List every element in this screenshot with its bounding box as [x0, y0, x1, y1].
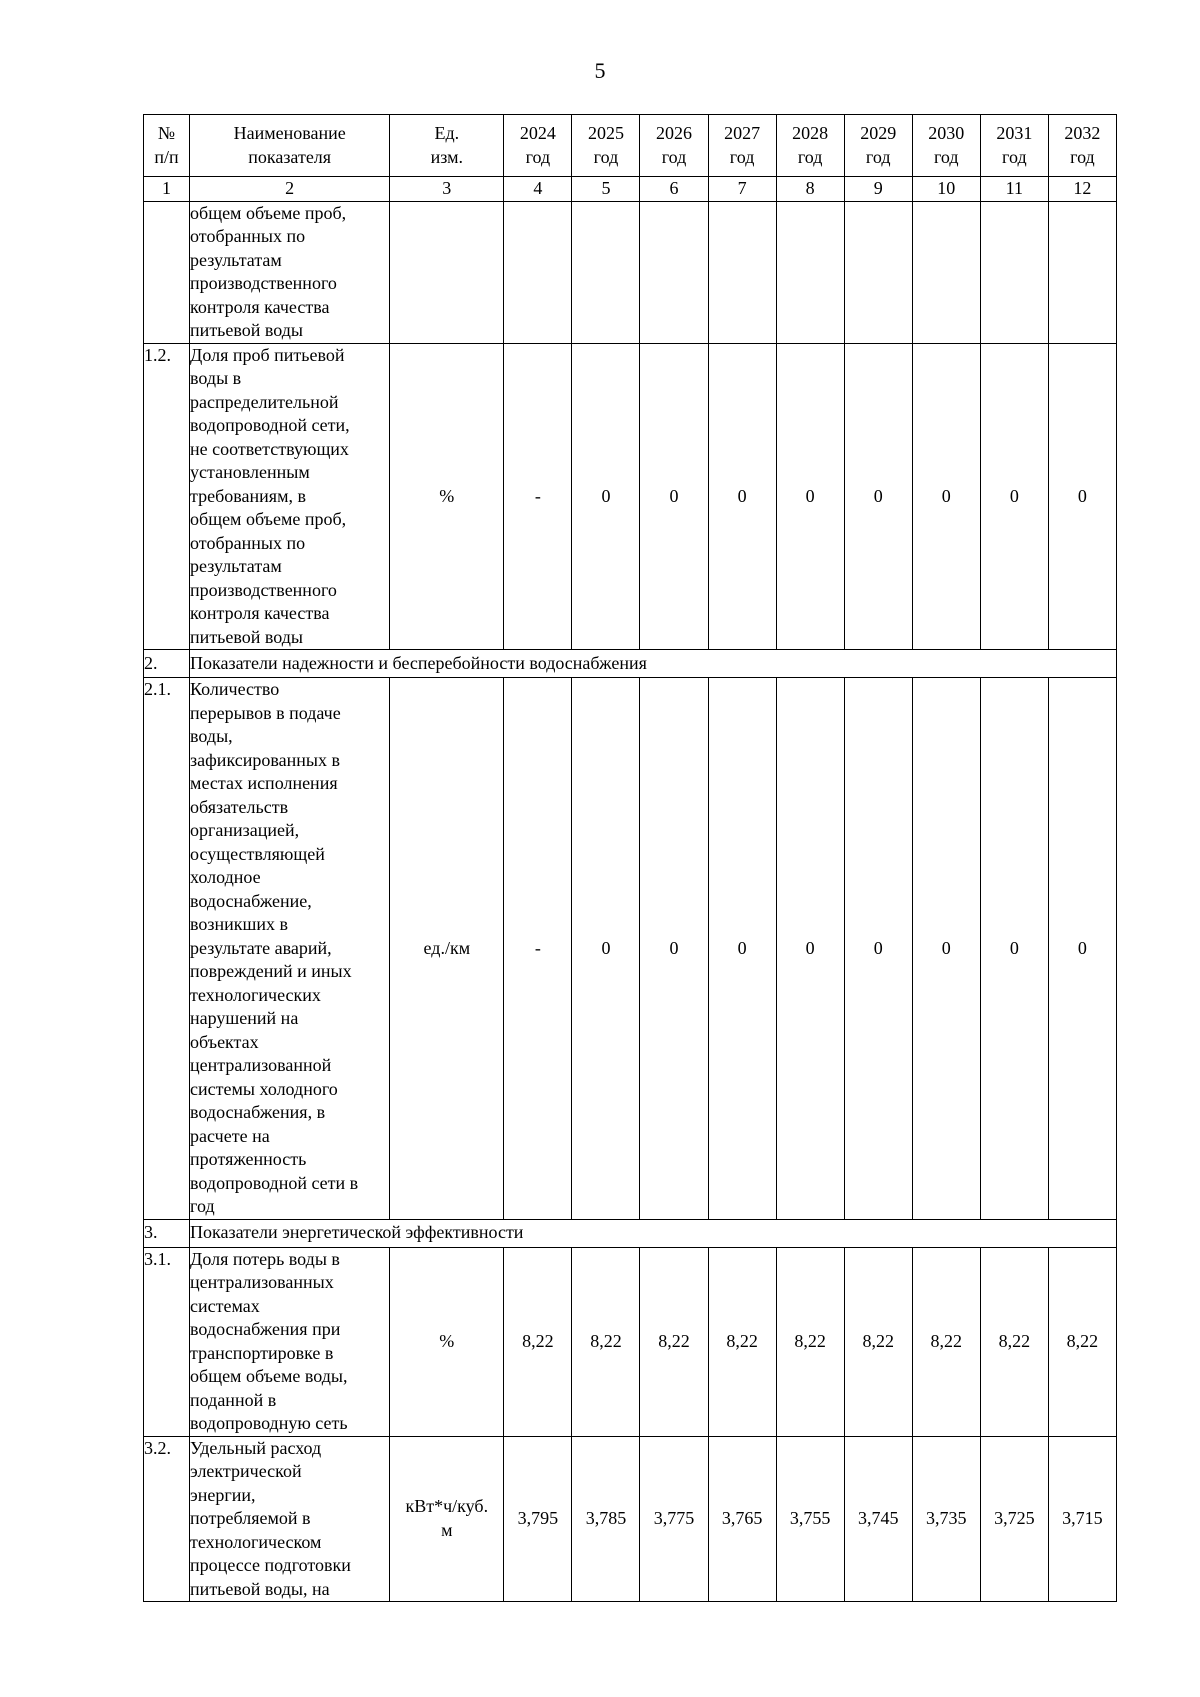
table-row-continued [144, 201, 1117, 343]
table-row [144, 678, 1117, 1220]
header-year: 2028 год [776, 115, 844, 177]
value-cell: 3,795 [504, 1436, 572, 1602]
value-cell: 3,775 [640, 1436, 708, 1602]
column-index-row [144, 177, 1117, 202]
value-cell: 8,22 [504, 1247, 572, 1436]
value-cell: 0 [708, 343, 776, 650]
header-year: 2029 год [844, 115, 912, 177]
value-cell: 0 [844, 678, 912, 1220]
value-cell: 8,22 [572, 1247, 640, 1436]
value-cell: 3,765 [708, 1436, 776, 1602]
header-year: 2030 год [912, 115, 980, 177]
header-year: 2025 год [572, 115, 640, 177]
row-number: 3.2. [144, 1436, 190, 1602]
column-index: 11 [980, 177, 1048, 202]
value-cell: 8,22 [1048, 1247, 1116, 1436]
value-cell: 0 [776, 678, 844, 1220]
unit-cell: кВт*ч/куб. м [390, 1436, 504, 1602]
value-cell: 0 [572, 678, 640, 1220]
page-number: 5 [594, 58, 606, 83]
column-index: 12 [1048, 177, 1116, 202]
header-year: 2024 год [504, 115, 572, 177]
value-cell: 3,735 [912, 1436, 980, 1602]
value-cell: 3,785 [572, 1436, 640, 1602]
table-row [144, 1436, 1117, 1602]
column-index: 3 [390, 177, 504, 202]
value-cell: 8,22 [640, 1247, 708, 1436]
indicator-name: Доля проб питьевой воды в распределительной водопроводной сети, не соответствующих установленным требованиям, в общем объеме проб, отобранных по результатам производственного контроля качества питьевой воды [190, 343, 390, 650]
value-cell: 0 [1048, 678, 1116, 1220]
unit-cell [390, 201, 504, 343]
unit-cell: ед./км [390, 678, 504, 1220]
value-cell: 0 [980, 343, 1048, 650]
value-cell [572, 201, 640, 343]
value-cell [708, 201, 776, 343]
section-number: 3. [144, 1219, 190, 1247]
table-row [144, 343, 1117, 650]
header-year: 2032 год [1048, 115, 1116, 177]
section-title: Показатели энергетической эффективности [190, 1219, 1117, 1247]
value-cell: 0 [912, 678, 980, 1220]
indicator-name: Доля потерь воды в централизованных системах водоснабжения при транспортировке в общем объеме воды, поданной в водопроводную сеть [190, 1247, 390, 1436]
value-cell: 0 [708, 678, 776, 1220]
value-cell: 3,745 [844, 1436, 912, 1602]
column-index: 9 [844, 177, 912, 202]
indicator-name: Удельный расход электрической энергии, потребляемой в технологическом процессе подготовки питьевой воды, на [190, 1436, 390, 1602]
header-year: 2027 год [708, 115, 776, 177]
section-number: 2. [144, 650, 190, 678]
header-year: 2026 год [640, 115, 708, 177]
value-cell: 3,725 [980, 1436, 1048, 1602]
unit-cell: % [390, 343, 504, 650]
value-cell: 8,22 [776, 1247, 844, 1436]
indicator-name: Количество перерывов в подаче воды, зафиксированных в местах исполнения обязательств организацией, осуществляющей холодное водоснабжение, возникших в результате аварий, повреждений и иных технологических нарушений на объектах централизованной системы холодного водоснабжения, в расчете на протяженность водопроводной сети в год [190, 678, 390, 1220]
column-index: 1 [144, 177, 190, 202]
value-cell [1048, 201, 1116, 343]
value-cell [504, 201, 572, 343]
indicator-name: общем объеме проб, отобранных по результатам производственного контроля качества питьевой воды [190, 201, 390, 343]
column-index: 7 [708, 177, 776, 202]
value-cell: 8,22 [912, 1247, 980, 1436]
section-title: Показатели надежности и бесперебойности водоснабжения [190, 650, 1117, 678]
value-cell [844, 201, 912, 343]
value-cell: 8,22 [708, 1247, 776, 1436]
value-cell: 3,755 [776, 1436, 844, 1602]
column-index: 10 [912, 177, 980, 202]
value-cell: 0 [912, 343, 980, 650]
header-num: № п/п [144, 115, 190, 177]
row-number [144, 201, 190, 343]
value-cell [980, 201, 1048, 343]
value-cell: - [504, 343, 572, 650]
unit-cell: % [390, 1247, 504, 1436]
value-cell: - [504, 678, 572, 1220]
row-number: 3.1. [144, 1247, 190, 1436]
row-number: 1.2. [144, 343, 190, 650]
value-cell [640, 201, 708, 343]
value-cell: 8,22 [844, 1247, 912, 1436]
value-cell: 0 [1048, 343, 1116, 650]
header-year: 2031 год [980, 115, 1048, 177]
table-row [144, 1247, 1117, 1436]
value-cell: 0 [640, 678, 708, 1220]
value-cell: 8,22 [980, 1247, 1048, 1436]
column-index: 5 [572, 177, 640, 202]
section-row [144, 1219, 1117, 1247]
value-cell: 0 [844, 343, 912, 650]
section-row [144, 650, 1117, 678]
header-name: Наименование показателя [190, 115, 390, 177]
indicators-table [143, 114, 1117, 1602]
value-cell: 0 [640, 343, 708, 650]
value-cell [912, 201, 980, 343]
value-cell [776, 201, 844, 343]
value-cell: 0 [572, 343, 640, 650]
value-cell: 0 [776, 343, 844, 650]
value-cell: 3,715 [1048, 1436, 1116, 1602]
column-index: 8 [776, 177, 844, 202]
header-row [144, 115, 1117, 177]
column-index: 4 [504, 177, 572, 202]
column-index: 6 [640, 177, 708, 202]
value-cell: 0 [980, 678, 1048, 1220]
header-unit: Ед. изм. [390, 115, 504, 177]
row-number: 2.1. [144, 678, 190, 1220]
column-index: 2 [190, 177, 390, 202]
